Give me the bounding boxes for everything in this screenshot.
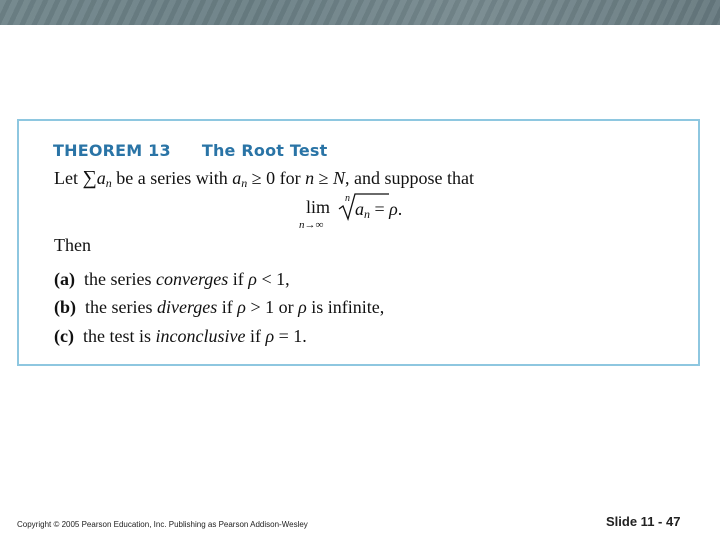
slide-number: Slide 11 - 47 bbox=[606, 514, 681, 529]
theorem-number: THEOREM 13 bbox=[53, 141, 171, 160]
header-band bbox=[0, 0, 720, 25]
root-index: n bbox=[345, 193, 350, 204]
case-a: (a) the series converges if ρ < 1, bbox=[54, 269, 290, 289]
lim-subscript: n→∞ bbox=[299, 219, 324, 231]
theorem-heading bbox=[53, 141, 328, 160]
copyright-notice: Copyright © 2005 Pearson Education, Inc. Publishing as Pearson Addison-Wesley bbox=[17, 520, 308, 529]
theorem-statement: Let $\sum a_n$ be a series with $a_n \ge 0$ for n ≥ N, and suppose that bbox=[54, 167, 474, 190]
root-radicand: $a_n = \rho$. bbox=[355, 199, 403, 221]
case-b: (b) the series diverges if ρ > 1 or ρ is infinite, bbox=[54, 297, 385, 317]
case-c: (c) the test is inconclusive if ρ = 1. bbox=[54, 326, 307, 346]
sigma-symbol: ∑ bbox=[82, 167, 97, 189]
theorem-title: The Root Test bbox=[201, 141, 328, 160]
theorem-box bbox=[17, 119, 700, 366]
lim-word: lim bbox=[306, 197, 331, 217]
then-word: Then bbox=[54, 235, 91, 255]
